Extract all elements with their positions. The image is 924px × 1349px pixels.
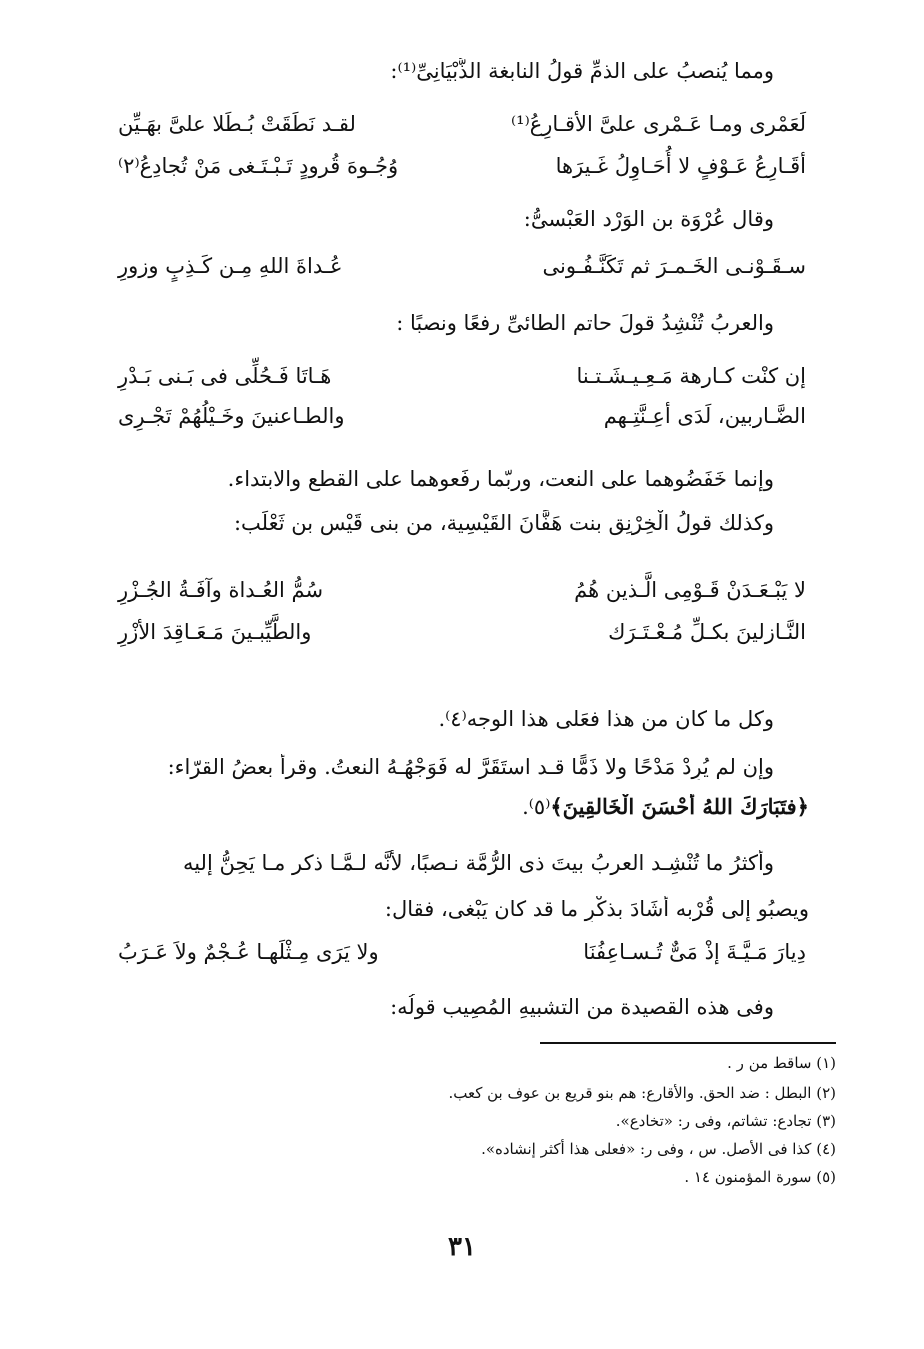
verse-6 xyxy=(118,574,806,614)
footnote-2: (٢) البطل : ضد الحق. والأقارع: هم بنو قريع بن عوف بن كعب. xyxy=(448,1084,836,1102)
paragraph-nat-line1: وإن لم يُرِدْ مَدْحًا ولا ذَمًّا قـد استَقَرَّ له فَوَجْهُـهُ النعتُ. وقرأَ بعضُ القرّاء: xyxy=(167,755,774,779)
summary-wajh: وكل ما كان من هذا فعَلى هذا الوجه⁽٤⁾. xyxy=(438,707,774,731)
verse-3-first-hemistich: سـقَـوْنـى الخَـمـرَ ثم تَكَنَّـفُـونى xyxy=(542,254,806,278)
verse-5-second-hemistich: والطـاعنينَ وخَـيْلُهُمْ تَجْـرِى xyxy=(118,404,345,428)
page-number: ٣١ xyxy=(448,1232,476,1262)
verse-7-first-hemistich: النَّـازلينَ بكـلِّ مُـعْـتَـرَك xyxy=(608,620,806,644)
verse-5-first-hemistich: الضَّـاربين، لَدَى أعِـنَّتِـهم xyxy=(603,404,806,428)
verse-3 xyxy=(118,250,806,290)
footnote-3: (٣) تجادع: تشاتم، وفى ر: «تخادع». xyxy=(615,1112,836,1130)
verse-2-second-hemistich: وُجُـوهَ قُرودٍ تَـبْـتَـغى مَنْ تُجادِعُ⁽٢⁾ xyxy=(118,154,399,178)
footnote-4: (٤) كذا فى الأصل. س ، وفى ر: «فعلى هذا أكثر إنشاده». xyxy=(481,1140,836,1158)
verse-4 xyxy=(118,360,806,400)
verse-6-second-hemistich: سُمُّ العُـداة وآفَـةُ الجُـزْرِ xyxy=(118,578,324,602)
verse-4-first-hemistich: إن كنْت كـارهة مَـعِـيـشَـتـنا xyxy=(576,364,806,388)
intro-urwa: وقال عُرْوَة بن الوَرْد العَبْسىُّ: xyxy=(523,207,774,231)
quran-footnote-ref: ⁽٥⁾. xyxy=(522,795,551,819)
footnote-1: (١) ساقط من ر . xyxy=(727,1054,836,1072)
paragraph-dhu-rumma-line2: ويصبُو إلى قُرْبه أَشَادَ بذكْرِ ما قد كان يَبْغى، فقال: xyxy=(384,897,809,921)
verse-1-first-hemistich: لَعَمْرى ومـا عَـمْرى علىَّ الأقـارِعُ⁽¹⁾ xyxy=(511,112,806,136)
intro-tashbih: وفى هذه القصيدة من التشبيهِ المُصِيب قولُه: xyxy=(390,995,774,1019)
verse-2 xyxy=(118,150,806,190)
footnote-5: (٥) سورة المؤمنون ١٤ . xyxy=(684,1168,836,1186)
verse-2-first-hemistich: أقَـارِعُ عَـوْفٍ لا أُحَـاوِلُ غَـيرَها xyxy=(555,154,806,178)
intro-nabigha: ومما يُنصبُ على الذمِّ قولُ النابغة الذُّبْيَانِىِّ⁽¹⁾: xyxy=(390,59,774,83)
verse-8 xyxy=(118,936,806,976)
verse-4-second-hemistich: هَـاتَا فَـحُلِّى فى بَـنى بَـدْرِ xyxy=(118,364,332,388)
verse-1-second-hemistich: لقـد نَطَقَتْ بُـطَلا علىَّ بهَـيِّن xyxy=(118,112,356,136)
verse-3-second-hemistich: عُـداةَ اللهِ مِـن كَـذِبٍ وزورِ xyxy=(118,254,343,278)
quran-quote: ﴿فتَبَارَكَ اللهُ أَحْسَنَ الْخَالقِينَ﴾ xyxy=(550,794,809,819)
verse-5 xyxy=(118,400,806,440)
verse-8-second-hemistich: ولا يَرَى مِـثْلَهـا عُـجْمٌ ولاَ عَـرَبُ xyxy=(118,940,379,964)
verse-7-second-hemistich: والطَّيِّبـينَ مَـعَـاقِدَ الأزْرِ xyxy=(118,620,312,644)
footnote-divider xyxy=(540,1042,836,1044)
intro-khirniq: وكذلك قولُ الْخِرْنِقِ بنت هَفَّانَ القَيْسِية، من بنى قَيْس بن ثَعْلَب: xyxy=(233,511,774,535)
verse-8-first-hemistich: دِيارَ مَـيَّـةَ إذْ مَىٌّ تُـسـاعِفُنَا xyxy=(583,940,806,964)
verse-7 xyxy=(118,616,806,656)
verse-1 xyxy=(118,108,806,148)
explanation-nat: وإنما خَفَضُوهما على النعت، وربّما رفَعوهما على القطع والابتداء. xyxy=(227,467,774,491)
paragraph-nat-line2 xyxy=(95,794,809,820)
verse-6-first-hemistich: لا يَبْـعَـدَنْ قَـوْمِى الَّـذين هُمُ xyxy=(574,578,806,602)
intro-hatim: والعربُ تُنْشِدُ قولَ حاتمِ الطائىِّ رفعًا ونصبًا : xyxy=(396,311,774,335)
paragraph-dhu-rumma-line1: وأكثرُ ما تُنْشِـد العربُ بيتَ ذى الرُّمَّة نـصبًا، لأنَّه لـمَّـا ذكر مـا يَحِنُّ إليه xyxy=(182,851,774,875)
